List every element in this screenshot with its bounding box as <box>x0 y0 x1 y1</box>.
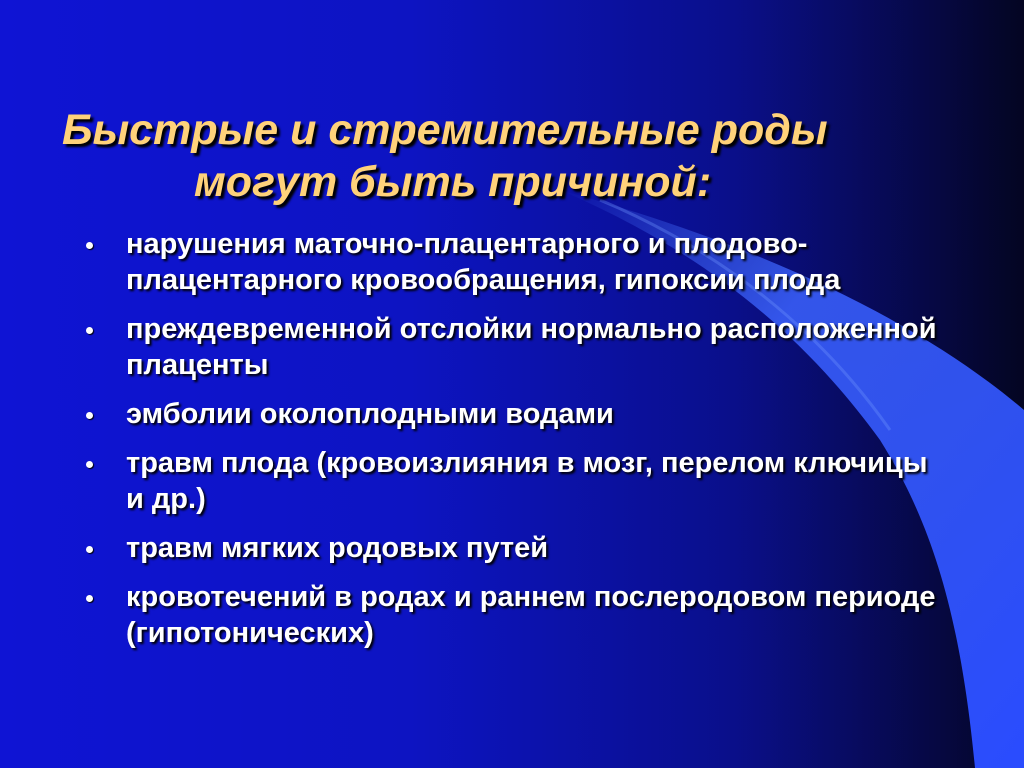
title-line-2: могут быть причиной: <box>194 158 712 206</box>
bullet-text: преждевременной отслойки нормально расположенной плаценты <box>126 313 937 381</box>
bullet-dot-icon <box>86 595 93 602</box>
bullet-text: кровотечений в родах и раннем послеродовом периоде (гипотонических) <box>126 581 936 649</box>
list-item <box>86 226 946 298</box>
list-item <box>86 311 946 383</box>
bullet-text: травм мягких родовых путей <box>126 532 549 564</box>
list-item <box>86 445 946 517</box>
title-line-1: Быстрые и стремительные роды <box>62 106 828 154</box>
slide-title <box>62 104 962 208</box>
bullet-text: эмболии околоплодными водами <box>126 398 614 430</box>
list-item <box>86 530 946 566</box>
bullet-dot-icon <box>86 546 93 553</box>
bullet-dot-icon <box>86 461 93 468</box>
bullet-dot-icon <box>86 412 93 419</box>
bullet-text: травм плода (кровоизлияния в мозг, перелом ключицы и др.) <box>126 447 928 515</box>
bullet-dot-icon <box>86 327 93 334</box>
bullet-text: нарушения маточно-плацентарного и плодово-плацентарного кровообращения, гипоксии плода <box>126 228 841 296</box>
list-item <box>86 396 946 432</box>
bullet-dot-icon <box>86 242 93 249</box>
list-item <box>86 579 946 651</box>
bullet-list <box>86 226 946 664</box>
